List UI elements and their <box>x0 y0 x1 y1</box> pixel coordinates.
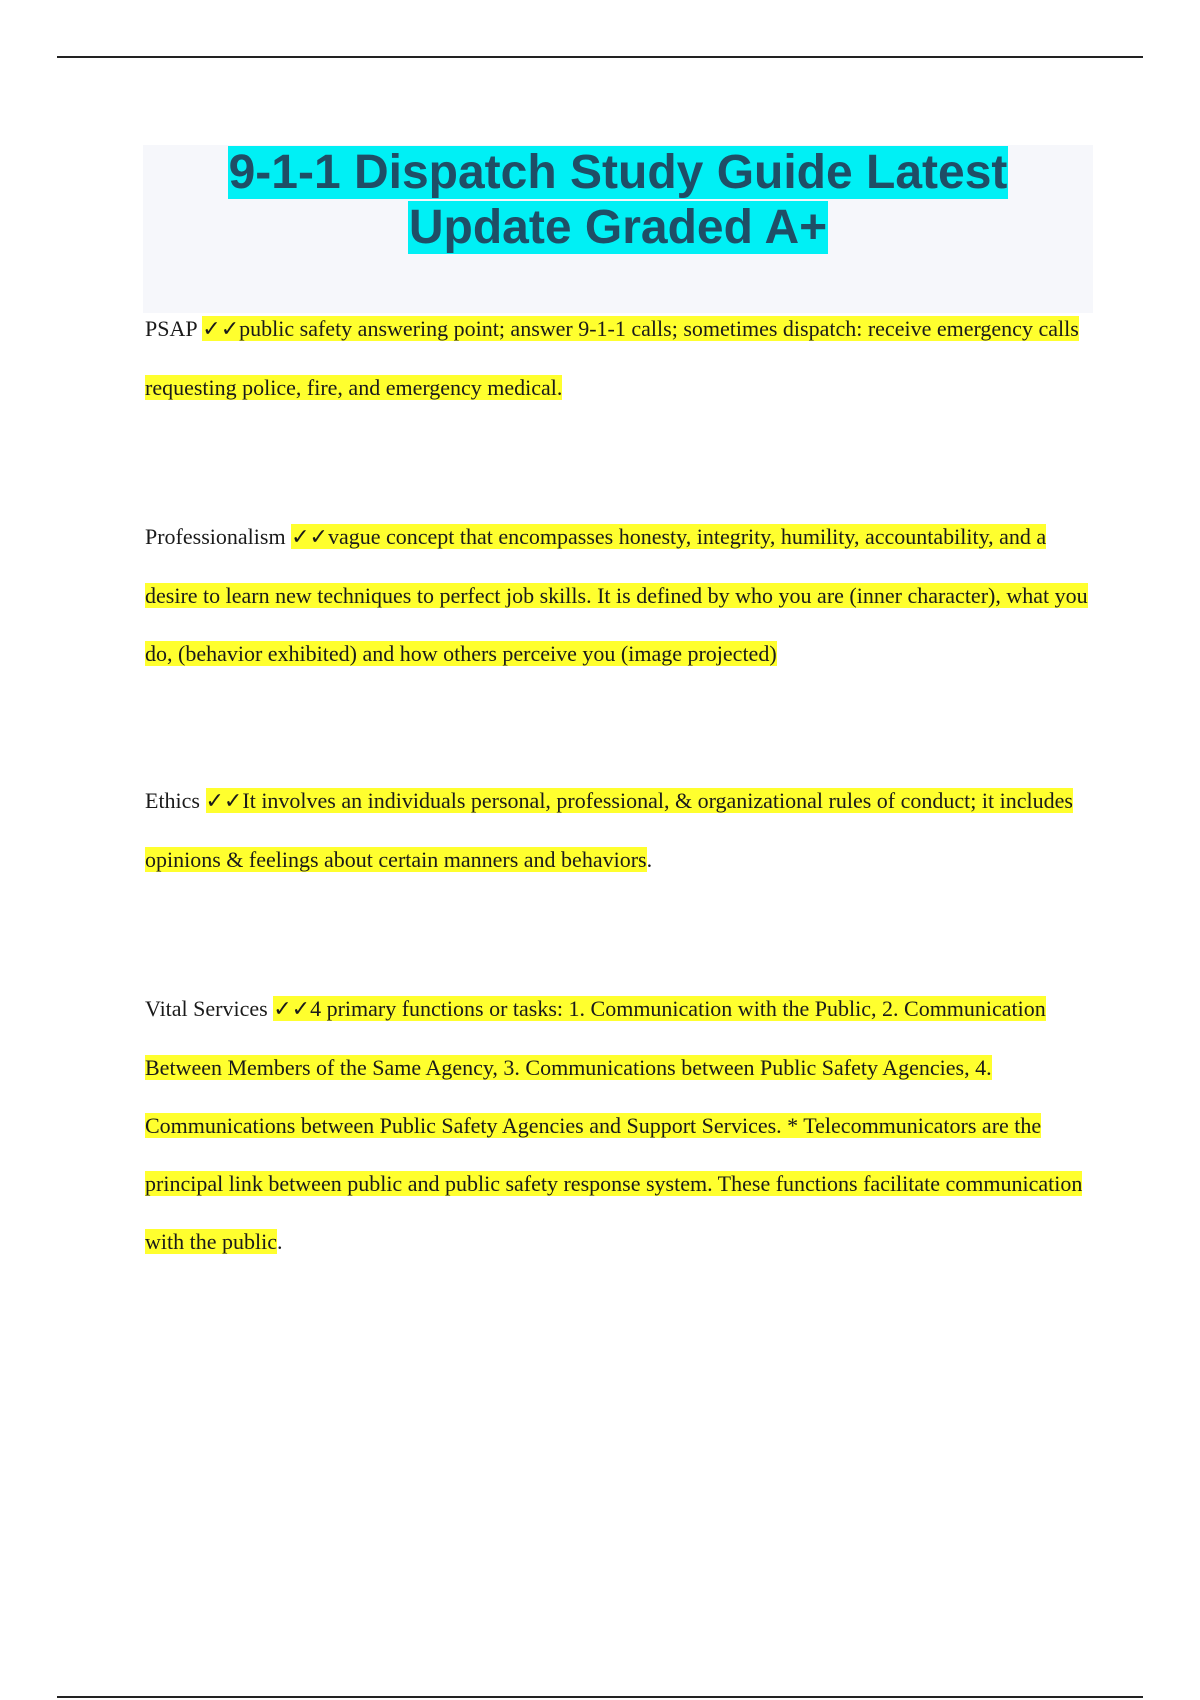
double-check-icon: ✓✓ <box>291 525 328 550</box>
header-rule <box>57 56 1143 58</box>
entry-trailing: . <box>646 847 653 872</box>
entry-term: Ethics <box>145 788 200 813</box>
entry-vital-services <box>145 980 1095 1271</box>
entry-ethics <box>145 772 1095 889</box>
entry-definition: vague concept that encompasses honesty, integrity, humility, accountability, and a desire to learn new techniques to perfect job skills. It is defined by who you are (inner character), what you do, (behavior exhibited) and how others perceive you (image projected) <box>145 524 1088 666</box>
entry-term: PSAP <box>145 316 197 341</box>
double-check-icon: ✓✓ <box>273 997 311 1022</box>
entry-term: Vital Services <box>145 996 268 1021</box>
title-block <box>143 145 1093 313</box>
entry-term: Professionalism <box>145 524 286 549</box>
entry-definition: public safety answering point; answer 9-1-1 calls; sometimes dispatch: receive emergency calls requesting police, fire, and emergency medical. <box>145 316 1079 400</box>
double-check-icon: ✓✓ <box>205 789 243 814</box>
entry-professionalism <box>145 508 1095 683</box>
document-title <box>143 145 1093 255</box>
title-line-1: 9-1-1 Dispatch Study Guide Latest <box>228 146 1008 199</box>
entry-definition: It involves an individuals personal, professional, & organizational rules of conduct; it includes opinions & feelings about certain manners and behaviors <box>145 788 1073 872</box>
footer-rule <box>57 1696 1143 1698</box>
entry-psap <box>145 300 1095 417</box>
double-check-icon: ✓✓ <box>202 317 240 342</box>
entry-trailing: . <box>276 1229 283 1254</box>
title-line-2: Update Graded A+ <box>408 201 828 254</box>
entry-definition: 4 primary functions or tasks: 1. Communication with the Public, 2. Communication Between Members of the Same Agency, 3. Communications between Public Safety Agencies, 4. Communications between Public Safety Agencies and Support Services. * Telecommunicators are the principal link between public and public safety response system. These functions facilitate communication with the public <box>145 996 1083 1254</box>
